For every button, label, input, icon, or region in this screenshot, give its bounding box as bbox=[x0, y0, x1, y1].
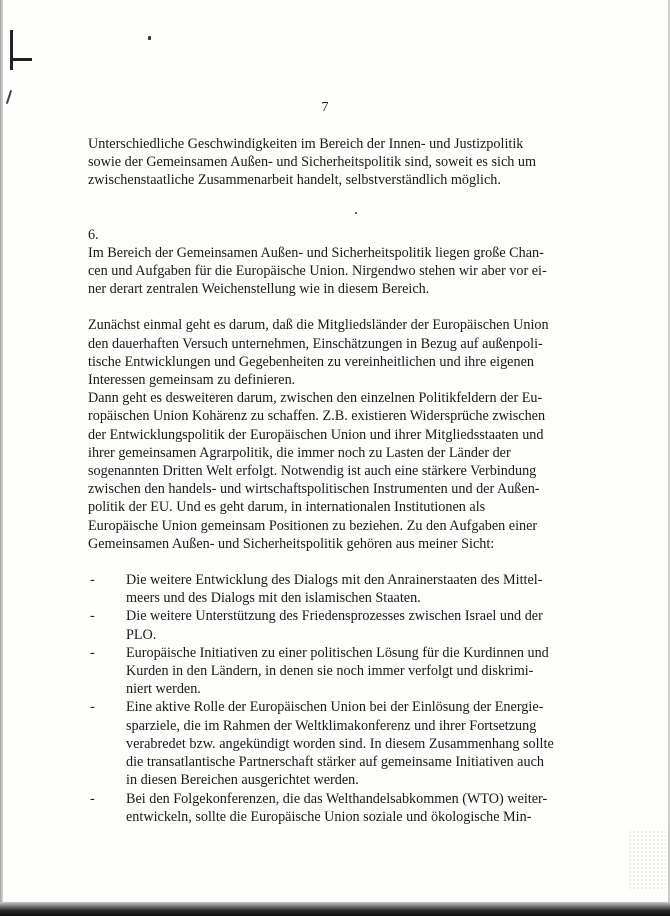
text-line: Kurden in den Ländern, in denen sie noch immer verfolgt und diskrimi- bbox=[126, 663, 534, 680]
text-line: Die weitere Entwicklung des Dialogs mit den Anrainerstaaten des Mittel- bbox=[126, 572, 543, 589]
text-line: tische Entwicklungen und Gegebenheiten zu vereinheitlichen und ihre eigenen bbox=[88, 353, 534, 370]
document-body bbox=[88, 135, 558, 826]
text-line: den dauerhaften Versuch unternehmen, Einschätzungen in Bezug auf außenpoli- bbox=[88, 335, 543, 352]
text-line: verabredet bzw. angekündigt worden sind. In diesem Zusammenhang sollte bbox=[126, 735, 554, 752]
scan-edge-bottom bbox=[0, 902, 670, 916]
list-item bbox=[88, 644, 558, 699]
bullet-dash: - bbox=[90, 790, 95, 807]
list-item bbox=[88, 607, 558, 643]
text-line: Dann geht es desweiteren darum, zwischen den einzelnen Politikfeldern der Eu- bbox=[88, 390, 543, 407]
text-line: sparziele, die im Rahmen der Weltklimakonferenz und ihrer Fortsetzung bbox=[126, 717, 537, 734]
text-line: Bei den Folgekonferenzen, die das Welthandelsabkommen (WTO) weiter- bbox=[126, 790, 548, 807]
text-line: Die weitere Unterstützung des Friedensprozesses zwischen Israel und der bbox=[126, 608, 543, 625]
text-line: entwickeln, sollte die Europäische Union soziale und ökologische Min- bbox=[126, 808, 532, 825]
text-line: zwischenstaatliche Zusammenarbeit handelt, selbstverständlich möglich. bbox=[88, 172, 501, 189]
list-item bbox=[88, 698, 558, 789]
text-line: politik der EU. Und es geht darum, in internationalen Institutionen als bbox=[88, 499, 486, 516]
text-line: PLO. bbox=[126, 626, 157, 643]
text-line: Zunächst einmal geht es darum, daß die Mitgliedsländer der Europäischen Union bbox=[88, 317, 549, 334]
scan-edge-left bbox=[0, 0, 3, 916]
text-line: Unterschiedliche Geschwindigkeiten im Bereich der Innen- und Justizpolitik bbox=[88, 136, 524, 152]
text-line: in diesen Bereichen ausgerichtet werden. bbox=[126, 772, 359, 789]
text-line: sogenannten Dritten Welt erfolgt. Notwendig ist auch eine stärkere Verbindung bbox=[88, 463, 537, 480]
text-line: Europäische Initiativen zu einer politischen Lösung für die Kurdinnen und bbox=[126, 644, 549, 661]
scan-speck bbox=[148, 36, 151, 40]
bullet-dash: - bbox=[90, 699, 95, 716]
text-line: sowie der Gemeinsamen Außen- und Sicherheitspolitik sind, soweit es sich um bbox=[88, 154, 537, 171]
text-line: Im Bereich der Gemeinsamen Außen- und Sicherheitspolitik liegen große Chan- bbox=[88, 244, 544, 261]
bullet-dash: - bbox=[90, 644, 95, 661]
text-line: ihrer gemeinsamen Agrarpolitik, die immer noch zu Lasten der Länder der bbox=[88, 444, 511, 461]
section-6 bbox=[88, 226, 558, 299]
bullet-list bbox=[88, 571, 558, 826]
text-line: ropäischen Union Kohärenz zu schaffen. Z.B. existieren Widersprüche zwischen bbox=[88, 408, 546, 425]
list-item bbox=[88, 790, 558, 826]
list-item bbox=[88, 571, 558, 607]
text-line: der Entwicklungspolitik der Europäischen Union und ihrer Mitgliedsstaaten und bbox=[88, 426, 544, 443]
text-line: meers und des Dialogs mit den islamischen Staaten. bbox=[126, 590, 421, 607]
bullet-dash: - bbox=[90, 572, 95, 589]
bullet-dash: - bbox=[90, 608, 95, 625]
text-line: Interessen gemeinsam zu definieren. bbox=[88, 372, 296, 389]
text-line: Europäische Union gemeinsam Positionen zu beziehen. Zu den Aufgaben einer bbox=[88, 517, 538, 534]
text-line: Eine aktive Rolle der Europäischen Union bei der Einlösung der Energie- bbox=[126, 699, 544, 716]
scan-noise bbox=[628, 830, 666, 890]
text-line: niert werden. bbox=[126, 681, 201, 698]
text-line: Gemeinsamen Außen- und Sicherheitspolitik gehören aus meiner Sicht: bbox=[88, 535, 495, 552]
section-heading: 6. bbox=[88, 226, 99, 243]
text-line: die transatlantische Partnerschaft stärker auf gemeinsame Initiativen auch bbox=[126, 754, 544, 771]
punch-mark bbox=[10, 30, 27, 70]
text-line: ner derart zentralen Weichenstellung wie in diesem Bereich. bbox=[88, 281, 430, 298]
paragraph-intro bbox=[88, 135, 558, 190]
text-line: cen und Aufgaben für die Europäische Union. Nirgendwo stehen wir aber vor ei- bbox=[88, 263, 547, 280]
scan-artifact bbox=[6, 90, 12, 104]
text-line: zwischen den handels- und wirtschaftspolitischen Instrumenten und der Außen- bbox=[88, 481, 540, 498]
paragraph-main bbox=[88, 316, 558, 553]
page-number: 7 bbox=[321, 100, 329, 115]
